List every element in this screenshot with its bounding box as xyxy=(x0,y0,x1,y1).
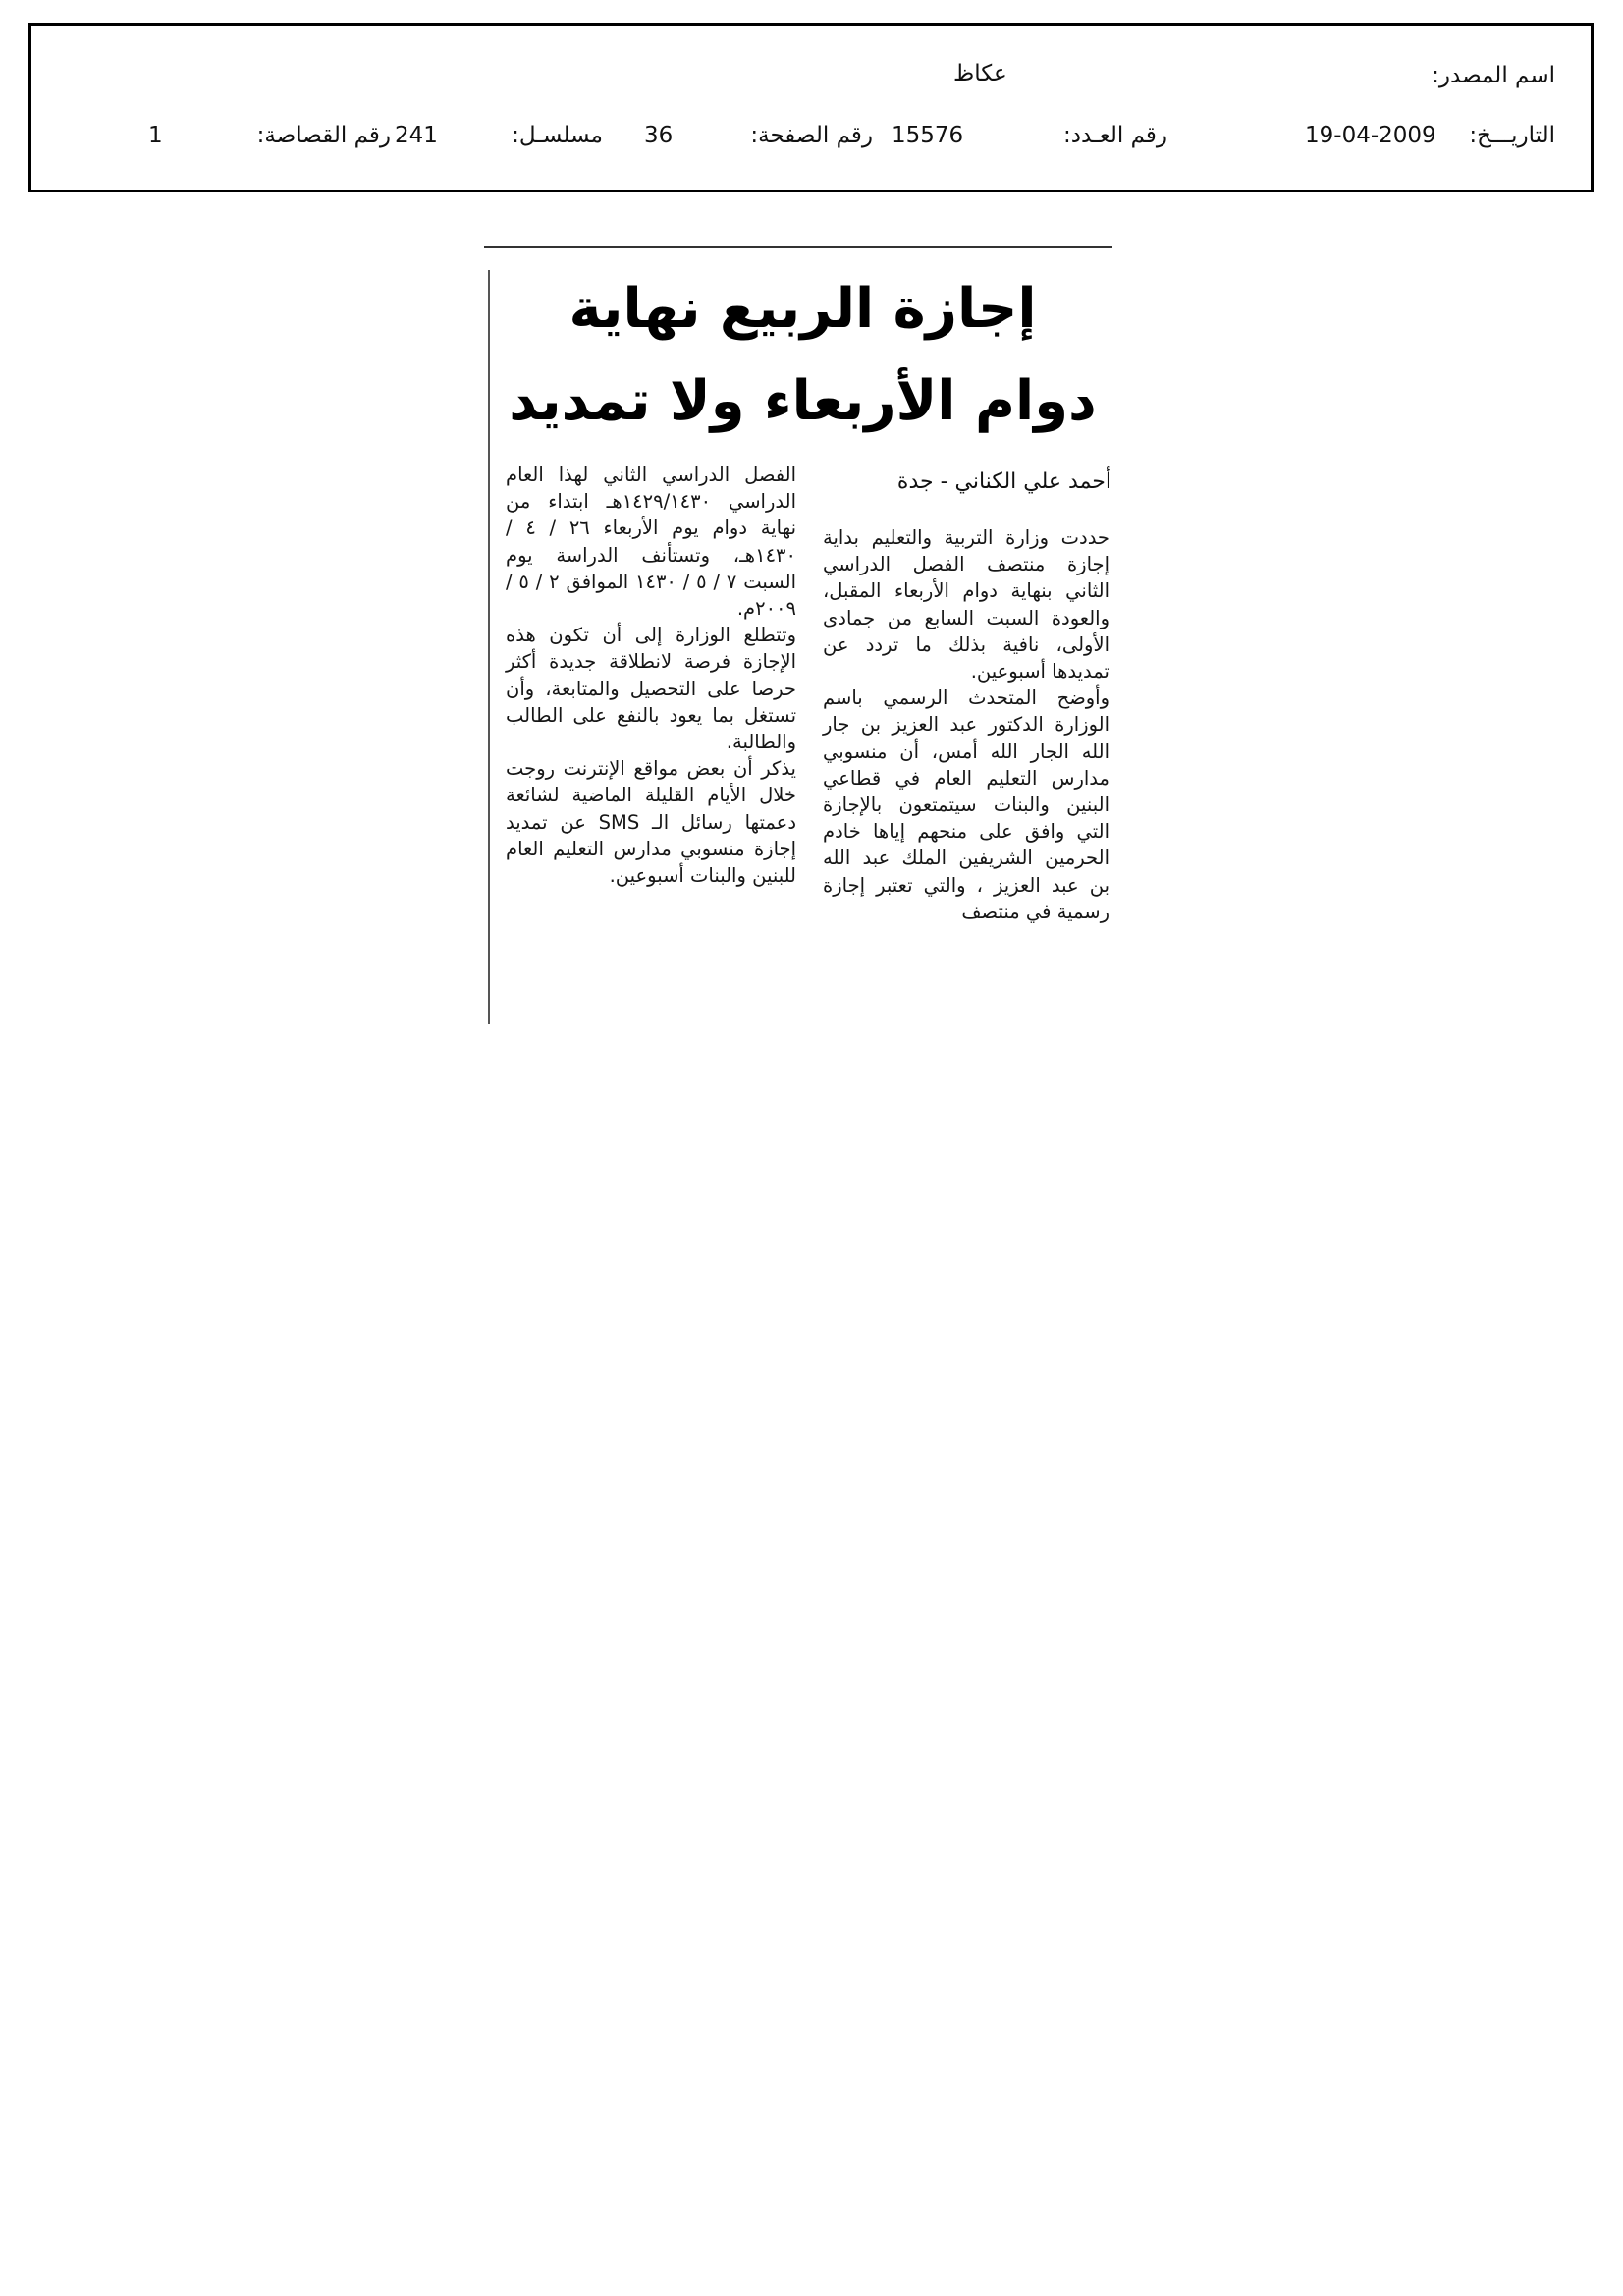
issue-label: رقم العـدد: xyxy=(1062,123,1167,148)
date-label: التاريـــخ: xyxy=(1469,123,1555,148)
serial-value: 241 xyxy=(395,123,438,148)
date-value: 19-04-2009 xyxy=(1305,123,1436,148)
article-left-rule xyxy=(488,270,490,1024)
clipping-label: رقم القصاصة: xyxy=(256,123,391,148)
clipping-metadata-box xyxy=(28,23,1594,192)
source-label: اسم المصدر: xyxy=(1432,63,1555,88)
paragraph: حددت وزارة التربية والتعليم بداية إجازة منتصف الفصل الدراسي الثاني بنهاية دوام الأربعاء المقبل، والعودة السبت السابع من جمادى الأولى، نافية بذلك ما تردد عن تمديدها أسبوعين. xyxy=(823,526,1109,683)
page-label: رقم الصفحة: xyxy=(750,123,873,148)
paragraph: الفصل الدراسي الثاني لهذا العام الدراسي ١٤٢٩/١٤٣٠هـ ابتداء من نهاية دوام يوم الأربعاء ٢٦ / ٤ / ١٤٣٠هـ، وتستأنف الدراسة يوم السبت ٧ / ٥ / ١٤٣٠ الموافق ٢ / ٥ / ٢٠٠٩م. xyxy=(506,464,797,621)
byline: أحمد علي الكناني - جدة xyxy=(896,469,1111,494)
article-column-right xyxy=(823,524,1109,925)
source-value: عكاظ xyxy=(953,61,1007,86)
clipping-value: 1 xyxy=(148,123,163,148)
paragraph: وتتطلع الوزارة إلى أن تكون هذه الإجازة فرصة لانطلاقة جديدة أكثر حرصا على التحصيل والمتابعة، وأن تستغل بما يعود بالنفع على الطالب والطالبة. xyxy=(506,624,796,754)
article-top-rule xyxy=(484,246,1112,248)
page-value: 36 xyxy=(644,123,674,148)
paragraph: وأوضح المتحدث الرسمي باسم الوزارة الدكتور عبد العزيز بن جار الله الجار الله أمس، أن منسوبي مدارس التعليم العام في قطاعي البنين والبنات سيتمتعون بالإجازة التي وافق على منحهم إياها خادم الحرمين الشريفين الملك عبد الله بن عبد العزيز ، والتي تعتبر إجازة رسمية في منتصف xyxy=(823,686,1109,923)
serial-label: مسلسـل: xyxy=(512,123,603,148)
paragraph: يذكر أن بعض مواقع الإنترنت روجت خلال الأيام القليلة الماضية لشائعة دعمتها رسائل الـ SMS عن تمديد إجازة منسوبي مدارس التعليم العام للبنين والبنات أسبوعين. xyxy=(506,757,797,888)
issue-value: 15576 xyxy=(892,123,964,148)
article-column-left xyxy=(506,462,796,889)
headline-line-1: إجازة الربيع نهاية xyxy=(568,277,1037,341)
headline-line-2: دوام الأربعاء ولا تمديد xyxy=(509,369,1097,433)
